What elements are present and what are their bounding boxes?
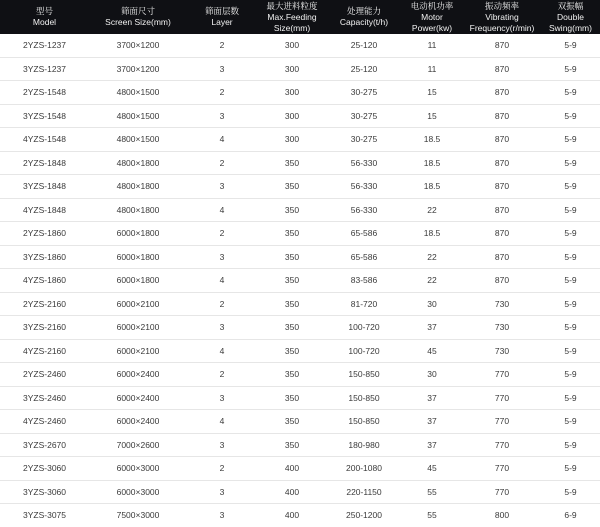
table-row [0, 339, 600, 363]
cell-vibrating-frequency: 870 [463, 128, 541, 152]
table-row [0, 151, 600, 175]
cell-layer: 2 [187, 457, 257, 481]
cell-screen-size: 6000×1800 [89, 269, 187, 293]
cell-capacity: 83-586 [327, 269, 401, 293]
cell-layer: 3 [187, 433, 257, 457]
cell-layer: 4 [187, 198, 257, 222]
cell-layer: 2 [187, 151, 257, 175]
cell-max-feeding-size: 400 [284, 510, 300, 521]
table-row [0, 57, 600, 81]
header-row [0, 0, 600, 34]
cell-double-swing: 5-9 [541, 151, 600, 175]
cell-screen-size: 6000×3000 [89, 457, 187, 481]
cell-double-swing: 5-9 [541, 316, 600, 340]
cell-vibrating-frequency: 870 [463, 151, 541, 175]
table-row [0, 175, 600, 199]
header-capacity [327, 0, 401, 34]
table-row [0, 433, 600, 457]
cell-max-feeding-size: 350 [257, 175, 327, 199]
cell-screen-size: 3700×1200 [89, 57, 187, 81]
header-capacity-cn: 处理能力 [346, 6, 381, 16]
cell-screen-size: 4800×1500 [89, 128, 187, 152]
cell-capacity: 150-850 [327, 363, 401, 387]
header-max-feeding-size [257, 0, 327, 34]
cell-max-feeding-size: 350 [257, 269, 327, 293]
cell-double-swing: 5-9 [541, 433, 600, 457]
cell-vibrating-frequency: 800 [494, 510, 510, 521]
cell-model: 2YZS-1860 [0, 222, 89, 246]
cell-layer: 3 [187, 245, 257, 269]
cell-double-swing: 5-9 [541, 363, 600, 387]
cell-motor-power: 37 [401, 433, 463, 457]
cell-double-swing: 5-9 [541, 245, 600, 269]
cell-layer: 3 [187, 104, 257, 128]
table-row [0, 386, 600, 410]
cell-screen-size: 6000×2100 [89, 292, 187, 316]
cell-double-swing: 5-9 [541, 128, 600, 152]
header-screen-size-en: Screen Size(mm) [105, 17, 171, 27]
header-motor-power-en: Motor Power(kw) [411, 11, 453, 33]
header-max-feeding-size-cn: 最大进料粒度 [266, 0, 318, 11]
cell-capacity: 81-720 [327, 292, 401, 316]
cell-vibrating-frequency: 870 [463, 57, 541, 81]
cell-vibrating-frequency: 870 [463, 245, 541, 269]
header-motor-power [401, 0, 463, 34]
header-max-feeding-size-en: Max.Feeding Size(mm) [267, 11, 317, 33]
cell-layer: 4 [187, 339, 257, 363]
cell-double-swing: 5-9 [541, 198, 600, 222]
cell-double-swing: 5-9 [541, 339, 600, 363]
cell-capacity: 65-586 [327, 222, 401, 246]
cell-model: 4YZS-1548 [0, 128, 89, 152]
cell-model: 3YZS-2670 [0, 433, 89, 457]
cell-motor-power: 18.5 [401, 222, 463, 246]
table-row [0, 128, 600, 152]
cell-layer: 2 [187, 34, 257, 57]
cell-motor-power: 15 [401, 81, 463, 105]
cell-model: 4YZS-1860 [0, 269, 89, 293]
cell-layer: 2 [187, 292, 257, 316]
cell-capacity: 30-275 [327, 81, 401, 105]
cell-model: 3YZS-1548 [0, 104, 89, 128]
cell-vibrating-frequency: 870 [463, 222, 541, 246]
table-row [0, 222, 600, 246]
cell-capacity: 56-330 [327, 175, 401, 199]
table-row [0, 245, 600, 269]
cell-screen-size: 6000×2400 [89, 386, 187, 410]
cell-model: 2YZS-1548 [0, 81, 89, 105]
cell-vibrating-frequency: 770 [463, 457, 541, 481]
cell-layer: 4 [187, 410, 257, 434]
header-double-swing-en: Double Swing(mm) [549, 11, 592, 33]
cell-model: 3YZS-1860 [0, 245, 89, 269]
cell-double-swing: 5-9 [541, 34, 600, 57]
cell-screen-size: 4800×1800 [89, 175, 187, 199]
table-row [0, 198, 600, 222]
cell-motor-power: 55 [427, 510, 437, 521]
cell-max-feeding-size: 300 [257, 81, 327, 105]
cell-model: 3YZS-1237 [0, 57, 89, 81]
cell-capacity: 25-120 [327, 57, 401, 81]
cell-screen-size: 7000×2600 [89, 433, 187, 457]
cell-motor-power: 15 [401, 104, 463, 128]
cell-motor-power: 22 [401, 269, 463, 293]
cell-capacity: 65-586 [327, 245, 401, 269]
cell-layer: 4 [187, 269, 257, 293]
cell-max-feeding-size: 350 [257, 363, 327, 387]
cell-layer: 3 [187, 57, 257, 81]
cell-vibrating-frequency: 870 [463, 104, 541, 128]
cell-max-feeding-size: 350 [257, 245, 327, 269]
cell-vibrating-frequency: 770 [463, 410, 541, 434]
cell-max-feeding-size: 300 [257, 34, 327, 57]
cell-vibrating-frequency: 870 [463, 34, 541, 57]
cell-model: 3YZS-2160 [0, 316, 89, 340]
cell-vibrating-frequency: 770 [463, 480, 541, 504]
cell-max-feeding-size: 350 [257, 339, 327, 363]
header-model-en: Model [32, 17, 57, 27]
cell-double-swing: 6-9 [564, 510, 577, 521]
cell-double-swing: 5-9 [541, 269, 600, 293]
cell-motor-power: 22 [401, 245, 463, 269]
cell-max-feeding-size: 350 [257, 386, 327, 410]
cell-screen-size: 6000×2400 [89, 410, 187, 434]
cell-vibrating-frequency: 870 [463, 81, 541, 105]
cell-layer: 2 [187, 363, 257, 387]
cell-max-feeding-size: 350 [257, 222, 327, 246]
cell-double-swing: 5-9 [541, 222, 600, 246]
cell-motor-power: 55 [401, 480, 463, 504]
cell-model: 4YZS-2460 [0, 410, 89, 434]
cell-vibrating-frequency: 870 [463, 198, 541, 222]
cell-motor-power: 37 [401, 410, 463, 434]
cell-model: 3YZS-1848 [0, 175, 89, 199]
cell-screen-size: 4800×1800 [89, 198, 187, 222]
cell-layer: 3 [187, 316, 257, 340]
cell-max-feeding-size: 400 [257, 457, 327, 481]
cell-vibrating-frequency: 730 [463, 339, 541, 363]
cell-layer: 2 [187, 222, 257, 246]
cell-layer: 2 [187, 81, 257, 105]
cell-capacity: 100-720 [327, 316, 401, 340]
table-row [0, 457, 600, 481]
cell-capacity: 150-850 [327, 410, 401, 434]
table-body [0, 34, 600, 527]
cell-capacity: 100-720 [327, 339, 401, 363]
cell-vibrating-frequency: 730 [463, 292, 541, 316]
cell-max-feeding-size: 400 [257, 480, 327, 504]
cell-max-feeding-size: 350 [257, 198, 327, 222]
cell-screen-size: 4800×1500 [89, 81, 187, 105]
cell-double-swing: 5-9 [541, 57, 600, 81]
table-row [0, 104, 600, 128]
header-screen-size-cn: 筛面尺寸 [120, 6, 155, 16]
cell-motor-power: 45 [401, 457, 463, 481]
cell-max-feeding-size: 300 [257, 104, 327, 128]
cell-screen-size: 6000×2100 [89, 316, 187, 340]
cell-model: 2YZS-2160 [0, 292, 89, 316]
cell-motor-power: 18.5 [401, 175, 463, 199]
cell-motor-power: 18.5 [401, 128, 463, 152]
table-row [0, 504, 600, 527]
cell-motor-power: 18.5 [401, 151, 463, 175]
cell-screen-size: 6000×1800 [89, 245, 187, 269]
cell-double-swing: 5-9 [541, 386, 600, 410]
header-vibrating-frequency-cn: 振动频率 [484, 0, 519, 11]
cell-screen-size: 6000×2400 [89, 363, 187, 387]
cell-layer: 3 [219, 510, 225, 521]
cell-motor-power: 30 [401, 363, 463, 387]
header-layer [187, 0, 257, 34]
cell-screen-size: 7500×3000 [116, 510, 160, 521]
cell-max-feeding-size: 350 [257, 292, 327, 316]
cell-capacity: 150-850 [327, 386, 401, 410]
cell-motor-power: 22 [401, 198, 463, 222]
cell-capacity: 250-1200 [346, 510, 382, 521]
cell-screen-size: 6000×1800 [89, 222, 187, 246]
table-row [0, 34, 600, 57]
cell-model: 2YZS-1237 [0, 34, 89, 57]
cell-max-feeding-size: 350 [257, 316, 327, 340]
cell-vibrating-frequency: 770 [463, 363, 541, 387]
cell-double-swing: 5-9 [541, 457, 600, 481]
header-motor-power-cn: 电动机功率 [410, 0, 454, 11]
cell-model: 3YZS-3075 [23, 510, 66, 521]
cell-model: 3YZS-3060 [0, 480, 89, 504]
cell-layer: 3 [187, 480, 257, 504]
cell-max-feeding-size: 350 [257, 410, 327, 434]
cell-capacity: 30-275 [327, 128, 401, 152]
header-screen-size [89, 0, 187, 34]
cell-model: 4YZS-2160 [0, 339, 89, 363]
table-row [0, 363, 600, 387]
cell-double-swing: 5-9 [541, 480, 600, 504]
table-header [0, 0, 600, 34]
cell-vibrating-frequency: 870 [463, 269, 541, 293]
table-row [0, 316, 600, 340]
cell-motor-power: 37 [401, 386, 463, 410]
cell-double-swing: 5-9 [541, 81, 600, 105]
header-layer-en: Layer [211, 17, 233, 27]
cell-vibrating-frequency: 770 [463, 433, 541, 457]
table-row [0, 292, 600, 316]
header-layer-cn: 筛面层数 [204, 6, 239, 16]
cell-capacity: 56-330 [327, 151, 401, 175]
cell-model: 4YZS-1848 [0, 198, 89, 222]
cell-layer: 3 [187, 386, 257, 410]
cell-model: 2YZS-3060 [0, 457, 89, 481]
header-double-swing-cn: 双振幅 [557, 0, 584, 11]
cell-double-swing: 5-9 [541, 104, 600, 128]
cell-model: 2YZS-2460 [0, 363, 89, 387]
cell-capacity: 56-330 [327, 198, 401, 222]
header-vibrating-frequency [463, 0, 541, 34]
cell-layer: 4 [187, 128, 257, 152]
cell-motor-power: 30 [401, 292, 463, 316]
cell-double-swing: 5-9 [541, 175, 600, 199]
cell-layer: 3 [187, 175, 257, 199]
cell-motor-power: 11 [401, 57, 463, 81]
cell-capacity: 200-1080 [327, 457, 401, 481]
table-row [0, 269, 600, 293]
cell-screen-size: 3700×1200 [89, 34, 187, 57]
cell-max-feeding-size: 350 [257, 151, 327, 175]
cell-vibrating-frequency: 730 [463, 316, 541, 340]
header-model [0, 0, 89, 34]
cell-vibrating-frequency: 770 [463, 386, 541, 410]
cell-max-feeding-size: 300 [257, 57, 327, 81]
cell-screen-size: 4800×1500 [89, 104, 187, 128]
cell-screen-size: 4800×1800 [89, 151, 187, 175]
table-row [0, 81, 600, 105]
cell-screen-size: 6000×2100 [89, 339, 187, 363]
cell-max-feeding-size: 350 [257, 433, 327, 457]
cell-capacity: 30-275 [327, 104, 401, 128]
cell-double-swing: 5-9 [541, 410, 600, 434]
cell-screen-size: 6000×3000 [89, 480, 187, 504]
header-capacity-en: Capacity(t/h) [339, 17, 389, 27]
header-vibrating-frequency-en: Vibrating Frequency(r/min) [469, 11, 535, 33]
cell-max-feeding-size: 300 [257, 128, 327, 152]
cell-vibrating-frequency: 870 [463, 175, 541, 199]
cell-capacity: 180-980 [327, 433, 401, 457]
table-row [0, 410, 600, 434]
cell-model: 2YZS-1848 [0, 151, 89, 175]
cell-model: 3YZS-2460 [0, 386, 89, 410]
header-model-cn: 型号 [35, 6, 53, 16]
cell-motor-power: 11 [401, 34, 463, 57]
cell-capacity: 220-1150 [327, 480, 401, 504]
cell-motor-power: 37 [401, 316, 463, 340]
cell-motor-power: 45 [401, 339, 463, 363]
header-double-swing [541, 0, 600, 34]
cell-double-swing: 5-9 [541, 292, 600, 316]
cell-capacity: 25-120 [327, 34, 401, 57]
